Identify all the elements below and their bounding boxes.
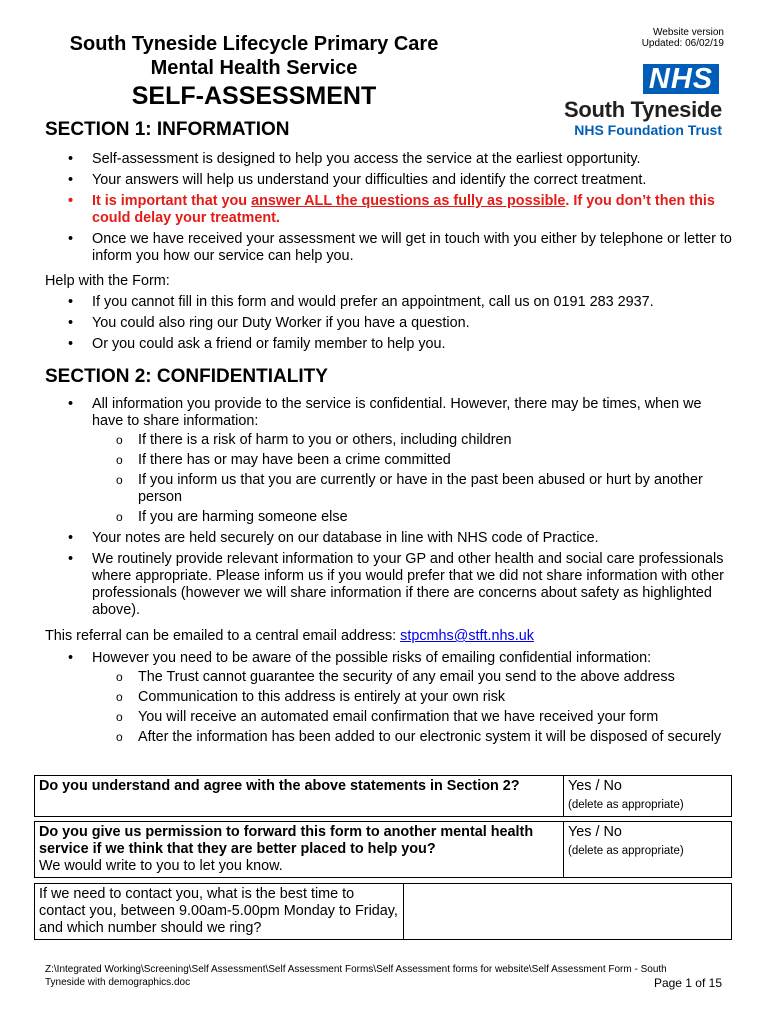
email-link[interactable]: stpcmhs@stft.nhs.uk <box>400 628 534 644</box>
question-2: Do you give us permission to forward this form to another mental health service if we think that they are better placed to help you? <box>39 824 534 857</box>
sub-list-item: o The Trust cannot guarantee the security of any email you send to the above address <box>92 669 735 686</box>
list-item-text: All information you provide to the service is confidential. However, there may be times, when we have to share information: <box>92 396 702 429</box>
important-text: It is important that you <box>92 193 252 209</box>
version-info <box>642 27 724 49</box>
footer-file-path: Z:\Integrated Working\Screening\Self Assessment\Self Assessment Forms\Self Assessment forms for website\Self Assessment Form - South Tyneside with demographics.doc <box>45 964 667 988</box>
sub-list-item: o If you are harming someone else <box>92 509 735 526</box>
yes-no-choice[interactable]: Yes / No <box>568 824 622 840</box>
question-2-cell <box>35 822 564 878</box>
list-item <box>45 650 735 746</box>
list-item: • Self-assessment is designed to help you access the service at the earliest opportunity. <box>45 151 735 168</box>
list-item: • Once we have received your assessment we will get in touch with you either by telephone or letter to inform you how our service can help you. <box>45 231 735 265</box>
email-line <box>45 628 735 645</box>
list-item: • Your notes are held securely on our database in line with NHS code of Practice. <box>45 530 735 547</box>
important-underlined: answer ALL the questions as fully as possible <box>251 193 566 209</box>
question-table-3 <box>34 883 732 940</box>
section-2-heading: SECTION 2: CONFIDENTIALITY <box>45 366 328 387</box>
org-line-2: Mental Health Service <box>150 57 358 79</box>
page-title: SELF-ASSESSMENT <box>131 82 377 110</box>
answer-3-field[interactable] <box>404 884 732 940</box>
org-line-1: South Tyneside Lifecycle Primary Care <box>69 33 439 55</box>
list-item: • We routinely provide relevant information to your GP and other health and social care professionals where appropriate. Please inform us if you would prefer that we did not share information with other professionals (however we will share information if there are concerns about safety as highlighted above). <box>45 551 735 619</box>
delete-note: (delete as appropriate) <box>568 799 684 811</box>
trust-name: South Tyneside <box>564 97 722 122</box>
list-item: • Or you could ask a friend or family member to help you. <box>45 336 735 353</box>
organisation-title <box>0 32 508 80</box>
email-text: This referral can be emailed to a central email address: <box>45 628 401 644</box>
help-list <box>45 294 735 357</box>
question-table-2 <box>34 821 732 878</box>
list-item: • You could also ring our Duty Worker if you have a question. <box>45 315 735 332</box>
question-table-1 <box>34 775 732 817</box>
list-item-important <box>45 193 735 227</box>
question-2-note: We would write to you to let you know. <box>39 858 283 874</box>
email-list <box>45 650 735 750</box>
section-2-list <box>45 396 735 623</box>
sub-list-item: o If you inform us that you are currently or have in the past been abused or hurt by another person <box>92 472 735 506</box>
version-line-2: Updated: 06/02/19 <box>641 38 724 49</box>
yes-no-choice[interactable]: Yes / No <box>568 778 622 794</box>
section-1-heading: SECTION 1: INFORMATION <box>45 119 290 140</box>
page-number: Page 1 of 15 <box>653 976 722 990</box>
help-heading: Help with the Form: <box>45 273 170 289</box>
delete-note: (delete as appropriate) <box>568 845 684 857</box>
version-line-1: Website version <box>653 27 724 38</box>
list-item <box>45 396 735 526</box>
answer-2-cell[interactable] <box>564 822 732 878</box>
important-text-end: . If you don’t then this could delay your treatment. <box>92 193 715 226</box>
sub-list-item: o You will receive an automated email confirmation that we have received your form <box>92 709 735 726</box>
sub-list-item: o After the information has been added to our electronic system it will be disposed of securely <box>92 729 735 746</box>
sub-list-item: o Communication to this address is entirely at your own risk <box>92 689 735 706</box>
question-1: Do you understand and agree with the above statements in Section 2? <box>35 776 564 817</box>
trust-subtitle: NHS Foundation Trust <box>574 122 722 138</box>
section-1-list <box>45 151 735 269</box>
list-item: • If you cannot fill in this form and would prefer an appointment, call us on 0191 283 2937. <box>45 294 735 311</box>
answer-1-cell[interactable] <box>564 776 732 817</box>
list-item-text: However you need to be aware of the possible risks of emailing confidential information: <box>92 650 652 666</box>
question-3: If we need to contact you, what is the best time to contact you, between 9.00am-5.00pm Monday to Friday, and which number should we ring? <box>35 884 404 940</box>
sub-list-item: o If there is a risk of harm to you or others, including children <box>92 432 735 449</box>
list-item: • Your answers will help us understand your difficulties and identify the correct treatment. <box>45 172 735 189</box>
nhs-logo: NHS <box>643 64 719 94</box>
sub-list-item: o If there has or may have been a crime committed <box>92 452 735 469</box>
